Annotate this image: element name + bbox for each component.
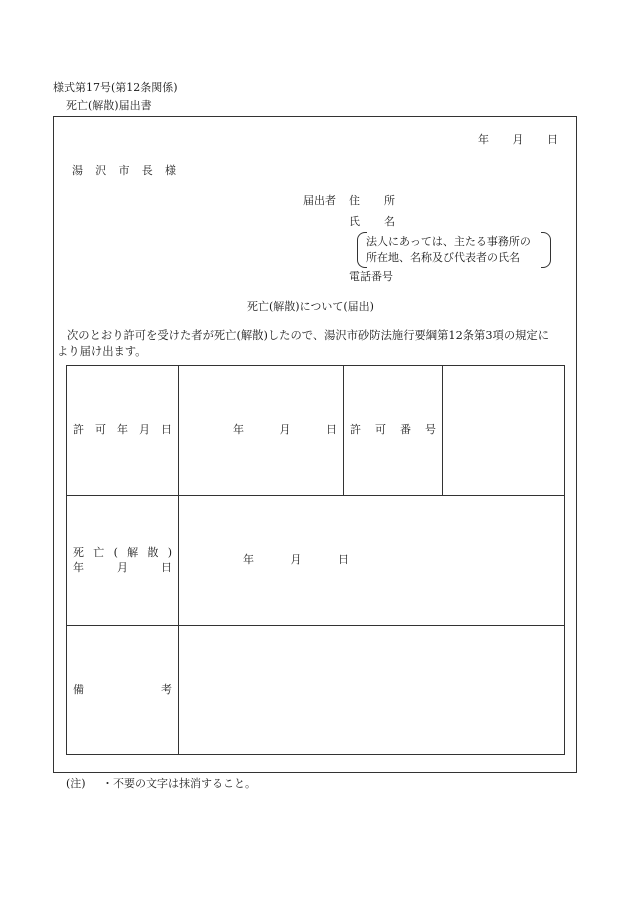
addressee: [72, 165, 176, 176]
table-row: [67, 366, 565, 496]
remarks-value-cell[interactable]: [179, 626, 565, 755]
death-date-value-cell[interactable]: 年 月 日: [179, 496, 565, 626]
address-label[interactable]: 住 所: [349, 194, 395, 207]
body-line2: より届け出ます。: [57, 345, 147, 358]
table-row: [67, 496, 565, 626]
form-title: 死亡(解散)届出書: [66, 99, 152, 112]
addressee-char: 長: [141, 164, 153, 177]
form-number: 様式第17号(第12条関係): [53, 81, 178, 94]
date-month-label: 月: [512, 133, 524, 146]
addressee-char: 市: [118, 164, 130, 177]
permit-number-value-cell[interactable]: [443, 366, 565, 496]
footer-note-text: ・不要の文字は抹消すること。: [102, 777, 256, 790]
name-label[interactable]: 氏 名: [349, 215, 395, 228]
footer-note-label: (注): [66, 777, 86, 790]
date-year-label: 年: [478, 133, 489, 146]
applicant-note-line2: 所在地、名称及び代表者の氏名: [366, 251, 520, 264]
applicant-heading: 届出者: [303, 194, 336, 207]
addressee-char: 湯: [72, 164, 83, 177]
subject-line: 死亡(解散)について(届出): [247, 300, 374, 313]
applicant-note-line1: 法人にあっては、主たる事務所の: [366, 235, 531, 248]
permit-number-label-cell: 許 可 番 号: [344, 366, 443, 496]
permit-date-label-cell: 許 可 年 月 日: [67, 366, 179, 496]
table-row: [67, 626, 565, 755]
note-bracket-right: [541, 232, 551, 268]
permit-date-value-cell[interactable]: 年 月 日: [179, 366, 344, 496]
phone-label[interactable]: 電話番号: [349, 270, 393, 283]
date-day-label: 日: [547, 133, 558, 146]
details-table: [66, 365, 565, 755]
addressee-char: 沢: [95, 164, 107, 177]
addressee-char: 様: [165, 164, 176, 177]
remarks-label-cell: 備 考: [67, 626, 179, 755]
body-line1: 次のとおり許可を受けた者が死亡(解散)したので、湯沢市砂防法施行要綱第12条第3項の規定に: [67, 329, 550, 342]
death-date-label-cell: 死 亡 ( 解 散 ) 年 月 日: [67, 496, 179, 626]
submission-date[interactable]: [478, 134, 558, 145]
